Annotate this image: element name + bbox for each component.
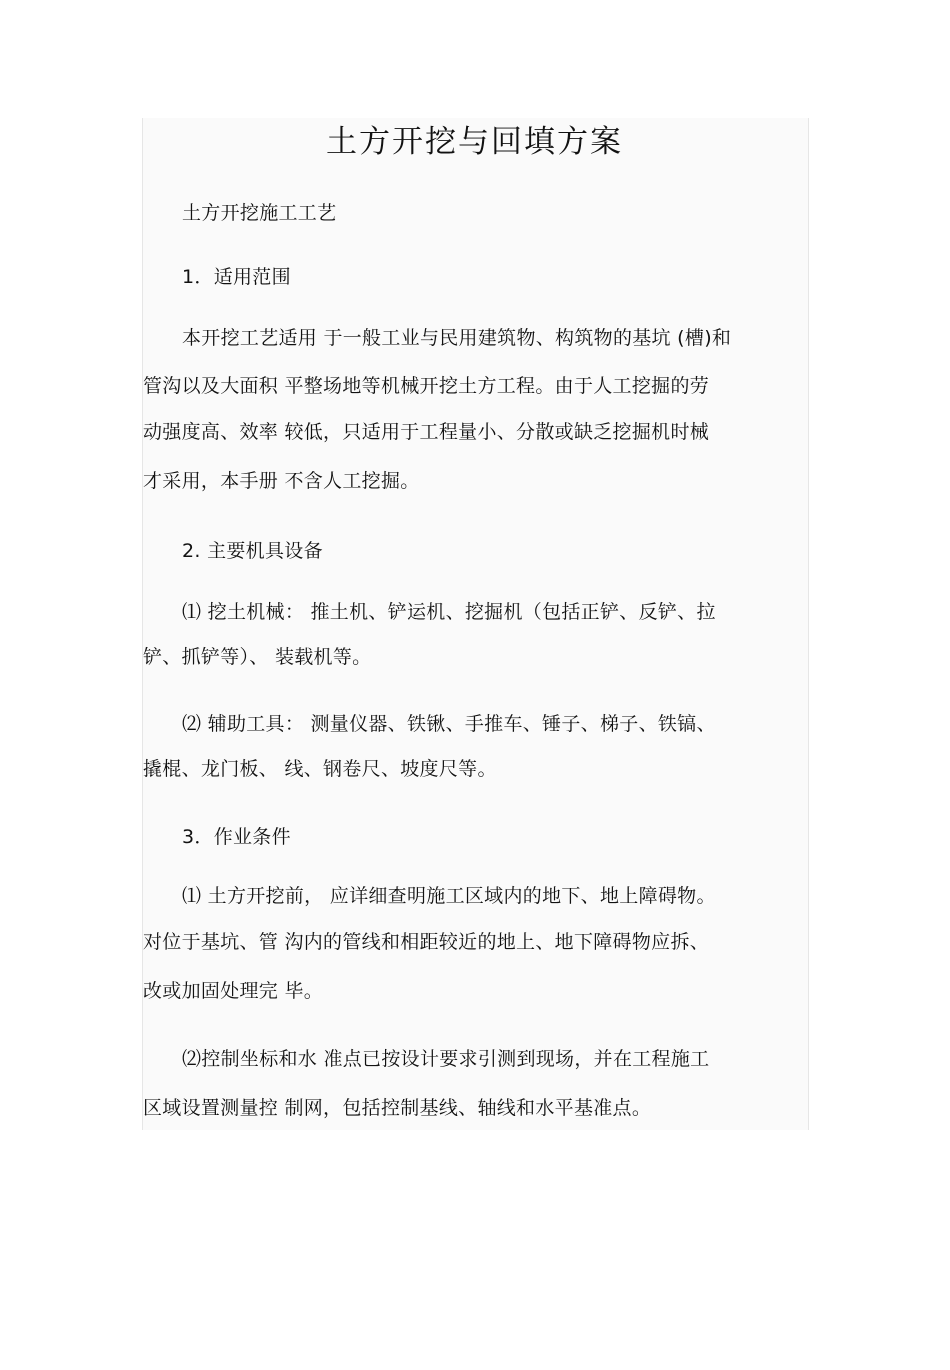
paragraph-line: 动强度高、效率 较低，只适用于工程量小、分散或缺乏挖掘机时械 [143, 421, 710, 443]
paragraph-line: ⑵控制坐标和水 准点已按设计要求引测到现场，并在工程施工 [182, 1048, 710, 1070]
paragraph-line: ⑵ 辅助工具： 测量仪器、铁锹、手推车、锤子、梯子、铁镐、 [182, 713, 716, 735]
subsection-heading: 1．适用范围 [182, 266, 291, 288]
paragraph-line: 管沟以及大面积 平整场地等机械开挖土方工程。由于人工挖掘的劳 [143, 375, 710, 397]
section-heading: 土方开挖施工工艺 [182, 202, 337, 224]
document-title: 土方开挖与回填方案 [326, 124, 623, 160]
paragraph-line: 区域设置测量控 制网，包括控制基线、轴线和水平基准点。 [143, 1097, 652, 1119]
paragraph-line: 对位于基坑、管 沟内的管线和相距较近的地上、地下障碍物应拆、 [143, 931, 710, 953]
paragraph-line: ⑴ 土方开挖前， 应详细查明施工区域内的地下、地上障碍物。 [182, 885, 716, 907]
subsection-heading: 2. 主要机具设备 [182, 540, 323, 562]
paragraph-line: 改或加固处理完 毕。 [143, 980, 324, 1002]
paragraph-line: 铲、抓铲等）、 装载机等。 [143, 646, 372, 668]
paragraph-line: 才采用，本手册 不含人工挖掘。 [143, 470, 420, 492]
paragraph-line: 本开挖工艺适用 于一般工业与民用建筑物、构筑物的基坑 (槽)和 [182, 327, 732, 349]
subsection-heading: 3．作业条件 [182, 826, 291, 848]
paragraph-line: 撬棍、龙门板、 线、钢卷尺、坡度尺等。 [143, 758, 497, 780]
paragraph-line: ⑴ 挖土机械： 推土机、铲运机、挖掘机（包括正铲、反铲、拉 [182, 601, 716, 623]
